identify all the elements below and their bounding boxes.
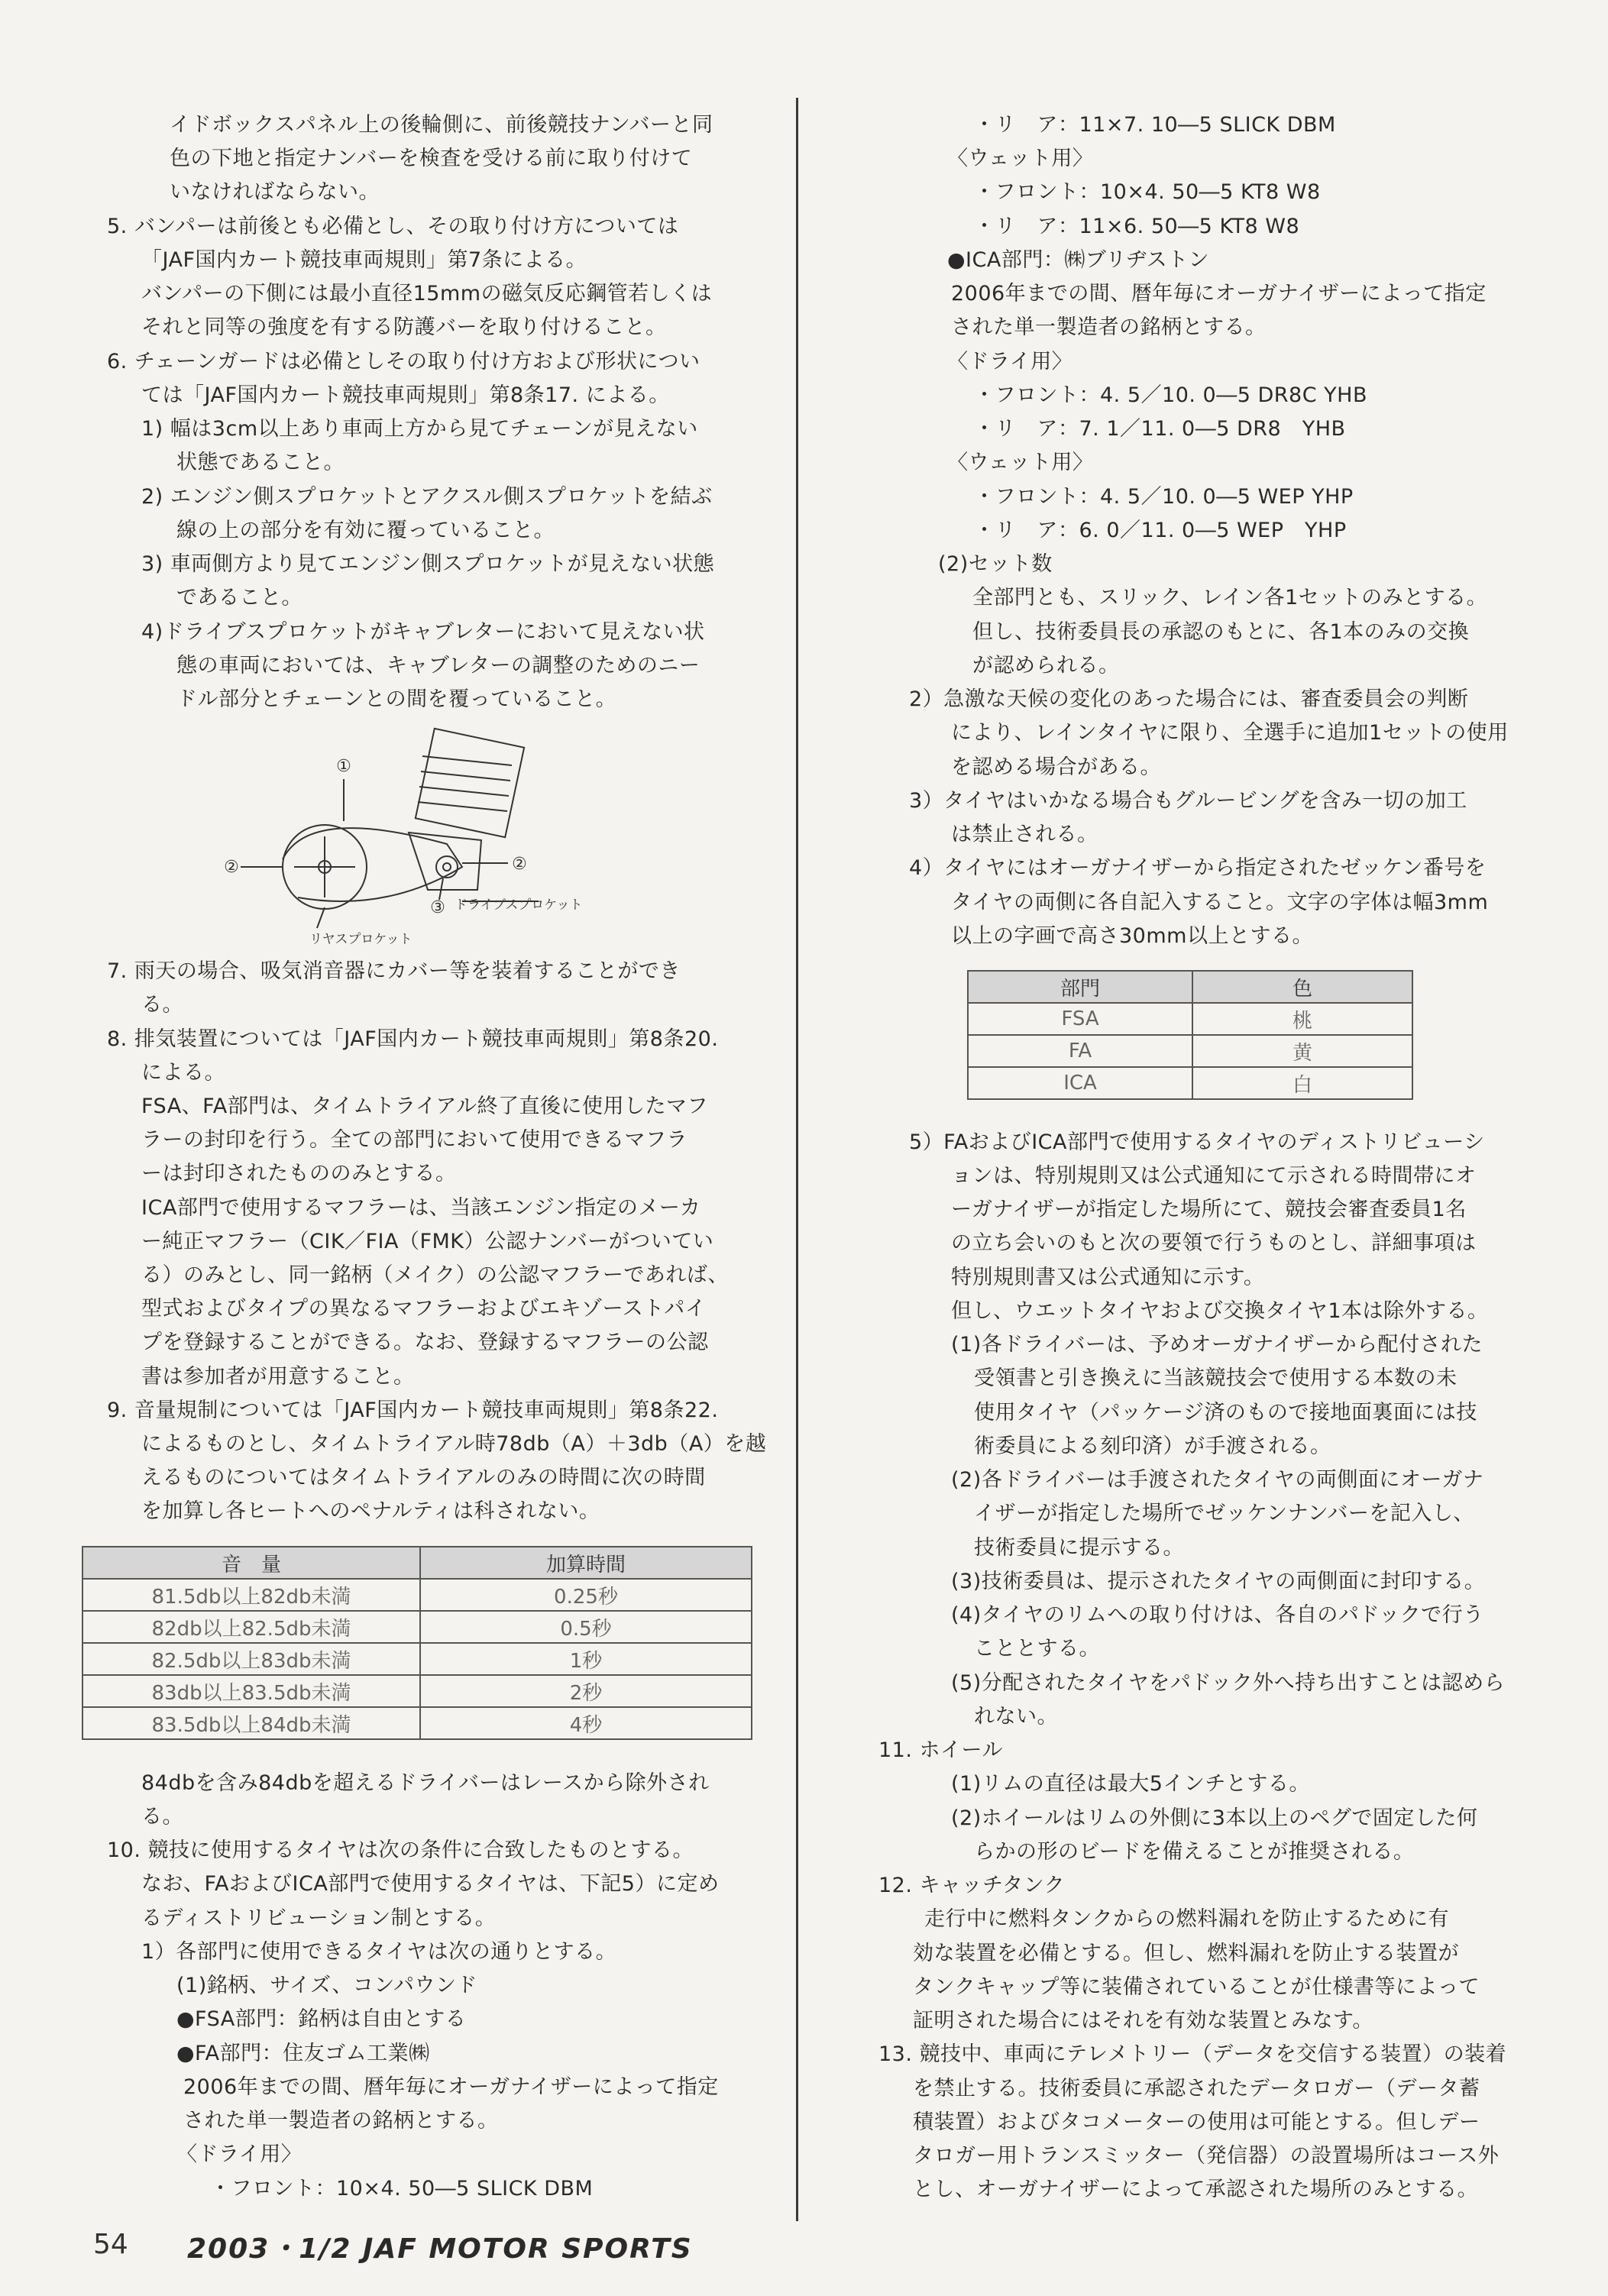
text-line: 84dbを含み84dbを超えるドライバーはレースから除外され (141, 1771, 710, 1795)
text-line: ・フロント：10×4. 50―5 SLICK DBM (210, 2177, 594, 2201)
text-line: 以上の字画で高さ30mm以上とする。 (951, 924, 1313, 948)
text-line: 7. 雨天の場合、吸気消音器にカバー等を装着することができ (107, 959, 681, 983)
text-line: 3) 車両側方より見てエンジン側スプロケットが見えない状態 (141, 552, 715, 576)
text-line: プを登録することができる。なお、登録するマフラーの公認 (141, 1331, 709, 1354)
text-line: 〈ドライ用〉 (947, 350, 1073, 374)
text-line: れない。 (974, 1705, 1058, 1728)
table-header: 色 (1192, 971, 1412, 1003)
drive-sprocket-circle (436, 856, 458, 878)
table-cell: 黄 (1192, 1035, 1412, 1067)
division-color-table (967, 970, 1413, 1100)
text-line: タイヤの両側に各自記入すること。文字の字体は幅3mm (951, 891, 1489, 914)
text-line: タンクキャップ等に装備されていることが仕様書等によって (913, 1975, 1480, 1999)
text-line: 8. 排気装置については「JAF国内カート競技車両規則」第8条20. (107, 1027, 719, 1051)
text-line: 11. ホイール (878, 1738, 1003, 1762)
text-line: であること。 (176, 586, 303, 610)
text-line: 2）急激な天候の変化のあった場合には、審査委員会の判断 (909, 687, 1469, 711)
text-line: (2)ホイールはリムの外側に3本以上のペグで固定した何 (951, 1806, 1478, 1830)
text-line: による。 (141, 1061, 225, 1085)
text-line: なお、FAおよびICA部門で使用するタイヤは、下記5）に定め (141, 1872, 720, 1896)
text-line: ーガナイザーが指定した場所にて、競技会審査委員1名 (951, 1198, 1467, 1221)
text-line: 12. キャッチタンク (878, 1874, 1066, 1897)
text-line: 使用タイヤ（パッケージ済のもので接地面裏面には技 (974, 1401, 1477, 1424)
text-line: ICA部門で使用するマフラーは、当該エンジン指定のメーカ (141, 1196, 701, 1220)
text-line: ●ICA部門：㈱ブリヂストン (947, 248, 1210, 272)
text-line: の立ち会いのもと次の要領で行うものとし、詳細事項は (951, 1231, 1477, 1255)
table-cell: 1秒 (420, 1643, 752, 1675)
sound-level-table (82, 1546, 752, 1740)
text-line: 1）各部門に使用できるタイヤは次の通りとする。 (141, 1940, 617, 1964)
text-line: 全部門とも、スリック、レイン各1セットのみとする。 (972, 586, 1488, 610)
text-line: る。 (141, 1805, 183, 1829)
table-cell: 83.5db以上84db未満 (83, 1707, 420, 1739)
diagram-label-2-right: ② (512, 855, 527, 874)
text-line: 書は参加者が用意すること。 (141, 1365, 415, 1389)
text-line: ・リ ア：6. 0／11. 0―5 WEP YHP (974, 519, 1347, 542)
text-line: 13. 競技中、車両にテレメトリー（データを交信する装置）の装着 (878, 2042, 1507, 2066)
text-line: 線の上の部分を有効に覆っていること。 (176, 519, 555, 542)
table-cell: 82.5db以上83db未満 (83, 1643, 420, 1675)
text-line: いなければならない。 (170, 180, 380, 204)
text-line: 10. 競技に使用するタイヤは次の条件に合致したものとする。 (107, 1838, 694, 1862)
text-line: が認められる。 (972, 654, 1120, 677)
text-line: (1)リムの直径は最大5インチとする。 (951, 1772, 1310, 1796)
text-line: 但し、技術委員長の承認のもとに、各1本のみの交換 (972, 620, 1470, 644)
engine-cylinder (416, 729, 524, 837)
table-cell: 4秒 (420, 1707, 752, 1739)
table-cell: 82db以上82.5db未満 (83, 1611, 420, 1643)
table-header: 加算時間 (420, 1547, 752, 1579)
text-line: 3）タイヤはいかなる場合もグルービングを含み一切の加工 (909, 789, 1467, 813)
text-line: 特別規則書又は公式通知に示す。 (951, 1266, 1265, 1289)
text-line: 走行中に燃料タンクからの燃料漏れを防止するために有 (924, 1907, 1449, 1931)
text-line: (5)分配されたタイヤをパドック外へ持ち出すことは認めら (951, 1671, 1506, 1695)
text-line: 態の車両においては、キャブレターの調整のためのニー (176, 654, 700, 677)
text-line: る。 (141, 993, 183, 1017)
text-line: 証明された場合にはそれを有効な装置とみなす。 (913, 2009, 1373, 2032)
table-cell: 白 (1192, 1067, 1412, 1099)
text-line: ・リ ア：11×6. 50―5 KT8 W8 (974, 215, 1300, 238)
text-line: ・リ ア：11×7. 10―5 SLICK DBM (974, 113, 1336, 137)
text-line: 6. チェーンガードは必備としその取り付け方および形状につい (107, 350, 700, 374)
text-line: 4)ドライブスプロケットがキャブレターにおいて見えない状 (141, 620, 705, 644)
text-line: 色の下地と指定ナンバーを検査を受ける前に取り付けて (170, 147, 693, 170)
text-line: (2)セット数 (938, 552, 1053, 576)
table-header-row (83, 1547, 752, 1579)
table-header: 音 量 (83, 1547, 420, 1579)
text-line: ョンは、特別規則又は公式通知にて示される時間帯にオ (951, 1164, 1477, 1188)
table-cell: ICA (968, 1067, 1192, 1099)
text-line: ・フロント：4. 5／10. 0―5 WEP YHP (974, 485, 1354, 509)
text-line: るディストリビューション制とする。 (141, 1906, 497, 1930)
table-header-row (968, 971, 1412, 1003)
text-line: ●FA部門：住友ゴム工業㈱ (176, 2042, 430, 2065)
text-line: された単一製造者の銘柄とする。 (951, 315, 1267, 339)
text-line: ては「JAF国内カート競技車両規則」第8条17. による。 (141, 383, 670, 407)
table-cell: 2秒 (420, 1675, 752, 1707)
text-line: ドル部分とチェーンとの間を覆っていること。 (176, 687, 617, 711)
table-header: 部門 (968, 971, 1192, 1003)
text-line: 術委員による刻印済）が手渡される。 (974, 1434, 1331, 1458)
table-cell: 0.5秒 (420, 1611, 752, 1643)
text-line: された単一製造者の銘柄とする。 (183, 2109, 499, 2133)
text-line: ●FSA部門：銘柄は自由とする (176, 2007, 467, 2031)
text-line: (1)各ドライバーは、予めオーガナイザーから配付された (951, 1333, 1483, 1357)
table-row (83, 1643, 752, 1675)
text-line: 「JAF国内カート競技車両規則」第7条による。 (141, 248, 587, 272)
text-line: イザーが指定した場所でゼッケンナンバーを記入し、 (974, 1502, 1474, 1525)
text-line: タロガー用トランスミッター（発信器）の設置場所はコース外 (913, 2144, 1500, 2168)
text-line: ー純正マフラー（CIK／FIA（FMK）公認ナンバーがついてい (141, 1230, 714, 1253)
text-line: FSA、FA部門は、タイムトライアル終了直後に使用したマフ (141, 1095, 708, 1118)
table-cell: 0.25秒 (420, 1579, 752, 1611)
text-line: とし、オーガナイザーによって承認された場所のみとする。 (913, 2178, 1479, 2201)
text-line: 状態であること。 (176, 451, 345, 474)
engine-crankcase (409, 833, 481, 890)
page-number: 54 (93, 2229, 128, 2260)
rear-sprocket-label: リヤスプロケット (309, 932, 413, 947)
text-line: えるものについてはタイムトライアルのみの時間に次の時間 (141, 1466, 706, 1489)
text-line: ・フロント：4. 5／10. 0―5 DR8C YHB (974, 383, 1367, 407)
text-line: を禁止する。技術委員に承認されたデータロガー（データ蓄 (913, 2077, 1480, 2100)
text-line: らかの形のビードを備えることが推奨される。 (974, 1840, 1415, 1864)
table-row (83, 1579, 752, 1611)
table-cell: 81.5db以上82db未満 (83, 1579, 420, 1611)
table-cell: FSA (968, 1003, 1192, 1035)
text-line: 〈ウェット用〉 (947, 147, 1094, 170)
text-line: ・フロント：10×4. 50―5 KT8 W8 (974, 180, 1321, 204)
table-cell: FA (968, 1035, 1192, 1067)
text-line: 効な装置を必備とする。但し、燃料漏れを防止する装置が (913, 1942, 1459, 1965)
text-line: により、レインタイヤに限り、全選手に追加1セットの使用 (951, 721, 1509, 745)
table-row (968, 1003, 1412, 1035)
text-line: 〈ウェット用〉 (947, 451, 1094, 474)
text-line: 〈ドライ用〉 (176, 2142, 303, 2166)
text-line: は禁止される。 (951, 823, 1098, 846)
text-line: 9. 音量規制については「JAF国内カート競技車両規則」第8条22. (107, 1399, 719, 1422)
text-line: 2006年までの間、暦年毎にオーガナイザーによって指定 (951, 282, 1487, 306)
text-line: ーは封印されたもののみとする。 (141, 1162, 457, 1185)
text-line: バンパーの下側には最小直径15mmの磁気反応鋼管若しくは (141, 282, 713, 306)
table-row (968, 1035, 1412, 1067)
text-line: 5. バンパーは前後とも必備とし、その取り付け方については (107, 215, 679, 238)
text-line: イドボックスパネル上の後輪側に、前後競技ナンバーと同 (170, 113, 713, 137)
table-row (83, 1611, 752, 1643)
text-line: 技術委員に提示する。 (974, 1536, 1184, 1560)
table-cell: 83db以上83.5db未満 (83, 1675, 420, 1707)
chain-guard-diagram (218, 726, 630, 947)
diagram-label-1: ① (336, 757, 351, 776)
text-line: 5）FAおよびICA部門で使用するタイヤのディストリビューシ (909, 1130, 1485, 1154)
diagram-label-2-left: ② (224, 858, 239, 877)
text-line: (1)銘柄、サイズ、コンパウンド (176, 1974, 478, 1997)
text-line: 但し、ウエットタイヤおよび交換タイヤ1本は除外する。 (951, 1299, 1489, 1323)
text-line: によるものとし、タイムトライアル時78db（A）＋3db（A）を越 (141, 1432, 767, 1456)
text-line: (2)各ドライバーは手渡されたタイヤの両側面にオーガナ (951, 1468, 1484, 1492)
table-row (83, 1675, 752, 1707)
text-line: 積装置）およびタコメーターの使用は可能とする。但しデー (913, 2110, 1480, 2134)
magazine-title: 2003・1/2 JAF MOTOR SPORTS (187, 2233, 693, 2265)
column-divider (796, 98, 798, 2221)
table-row (83, 1707, 752, 1739)
table-row (968, 1067, 1412, 1099)
text-line: 1) 幅は3cm以上あり車両上方から見てチェーンが見えない (141, 417, 698, 441)
table-cell: 桃 (1192, 1003, 1412, 1035)
text-line: (4)タイヤのリムへの取り付けは、各自のパドックで行う (951, 1603, 1484, 1627)
drive-sprocket-label: ドライブスプロケット (455, 897, 583, 913)
text-line: こととする。 (974, 1637, 1100, 1661)
text-line: る）のみとし、同一銘柄（メイク）の公認マフラーであれば、 (141, 1263, 729, 1287)
text-line: ラーの封印を行う。全ての部門において使用できるマフラ (141, 1128, 688, 1152)
text-line: 受領書と引き換えに当該競技会で使用する本数の未 (974, 1366, 1458, 1390)
diagram-label-3: ③ (430, 898, 445, 917)
text-line: それと同等の強度を有する防護バーを取り付けること。 (141, 315, 667, 339)
text-line: 4）タイヤにはオーガナイザーから指定されたゼッケン番号を (909, 856, 1487, 880)
text-line: 型式およびタイプの異なるマフラーおよびエキゾーストパイ (141, 1297, 707, 1321)
text-line: ・リ ア：7. 1／11. 0―5 DR8 YHB (974, 417, 1346, 441)
text-line: 2006年までの間、暦年毎にオーガナイザーによって指定 (183, 2075, 719, 2099)
text-line: を加算し各ヒートへのペナルティは科されない。 (141, 1499, 600, 1523)
text-line: 2) エンジン側スプロケットとアクスル側スプロケットを結ぶ (141, 485, 713, 509)
text-line: (3)技術委員は、提示されたタイヤの両側面に封印する。 (951, 1570, 1486, 1593)
text-line: を認める場合がある。 (951, 755, 1161, 779)
